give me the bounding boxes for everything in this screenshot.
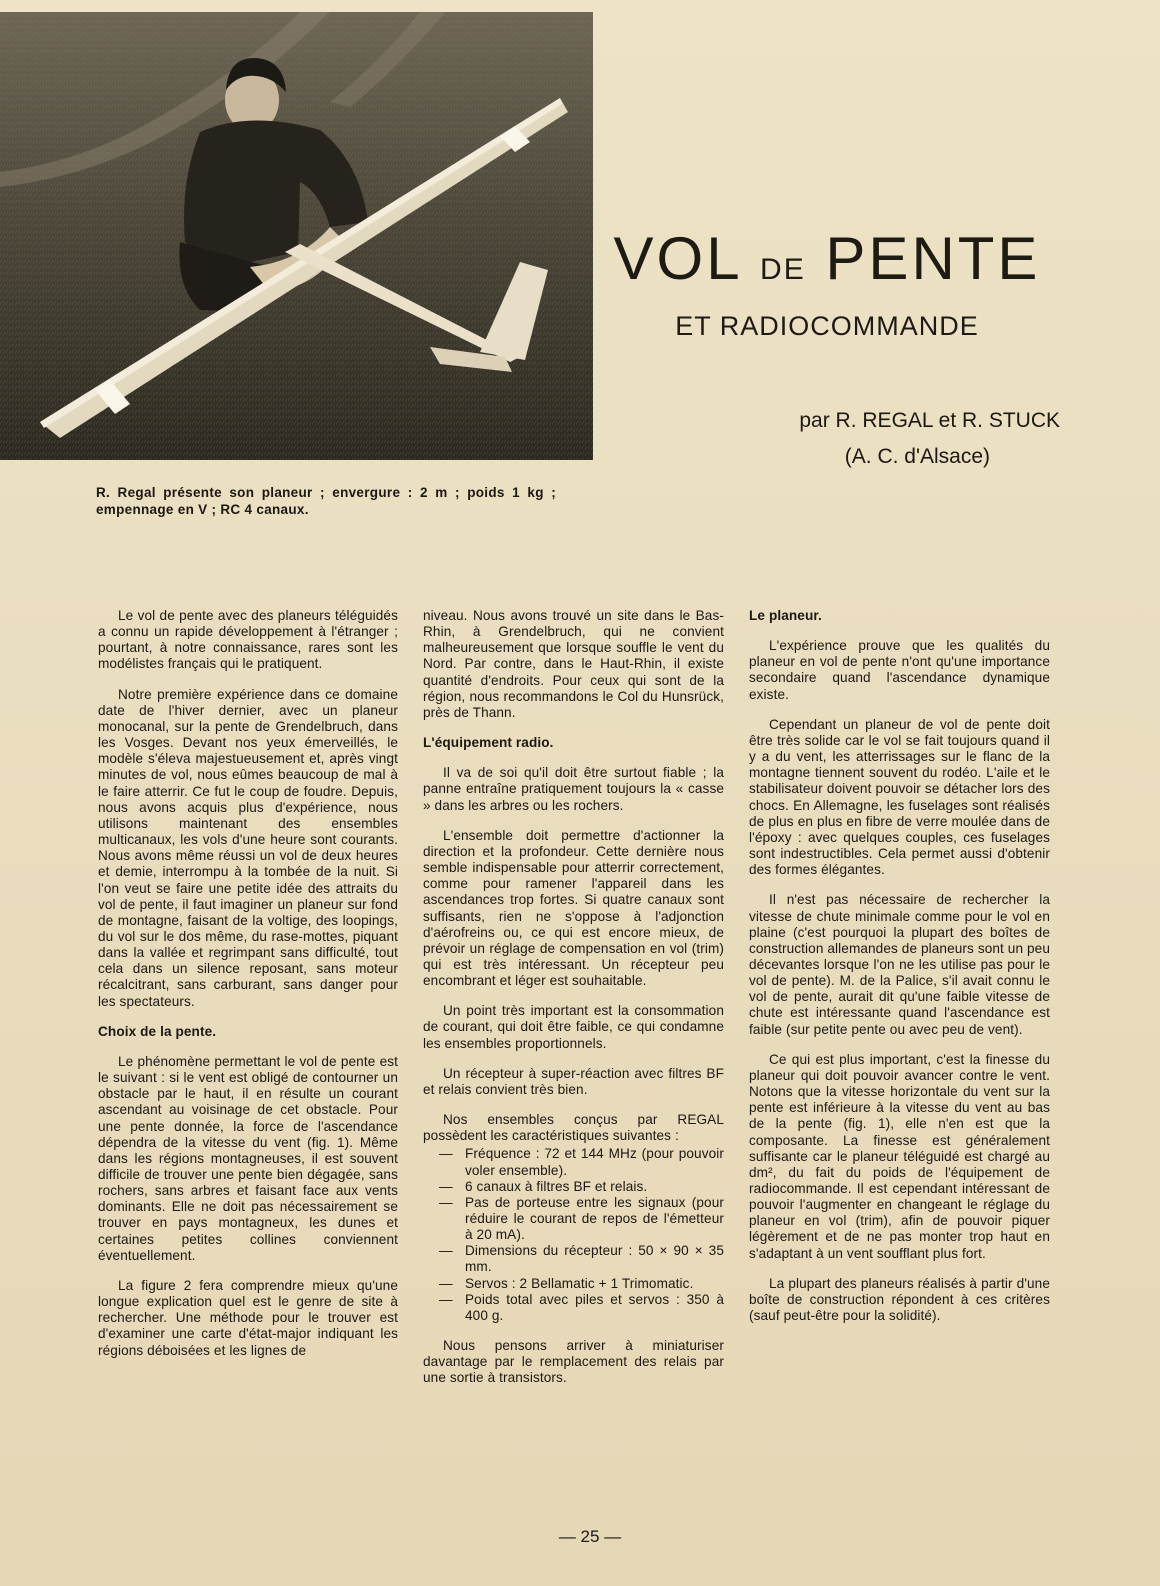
title-word-de: DE [760, 253, 806, 286]
section-heading: L'équipement radio. [423, 735, 554, 751]
list-item: — Pas de porteuse entre les signaux (pour réduire le courant de repos de l'émetteur à 20 mA). [423, 1195, 724, 1243]
spec-list [423, 1146, 724, 1324]
paragraph: Notre première expérience dans ce domaine date de l'hiver dernier, avec un planeur monocanal, sur la pente de Grendelbruch, dans les Vosges. Devant nos yeux émerveillés, le modèle s'éleva majestueusement et, après vingt minutes de vol, nous eûmes beaucoup de mal à le faire atterrir. Ce fut le coup de foudre. Depuis, nous avons acquis plus d'expérience, nous utilisons maintenant des ensembles multicanaux, les vols d'une heure sont courants. Nous avons même réussi un vol de deux heures et demie, interrompu à la tombée de la nuit. Si l'on veut se faire une petite idée des attraits du vol de pente, il faut imaginer un planeur sur fond de montagne, faisant de la voltige, des loopings, du vol sur le dos même, du rase-mottes, piquant dans la vallée et regrimpant sans difficulté, tout cela dans un silence reposant, sans moteur récalcitrant, sans carburant, sans danger pour les spectateurs. [98, 686, 398, 1009]
byline-club: (A. C. d'Alsace) [844, 445, 990, 468]
section-heading: Le planeur. [749, 608, 822, 623]
list-item: — Poids total avec piles et servos : 350 à 400 g. [423, 1292, 724, 1324]
title-line-2: ET RADIOCOMMANDE [675, 311, 979, 341]
paragraph: Ce qui est plus important, c'est la finesse du planeur qui doit pouvoir avancer contre le vent. Notons que la vitesse horizontale du vent sur la pente est inférieure à la vitesse du vent au bas de la pente (fig. 1), elle n'en est que la composante. La finesse est généralement suffisante car le planeur téléguidé est chargé au dm², du fait du poids de l'équipement de radiocommande. Il est cependant intéressant de pouvoir l'augmenter en changeant le réglage du planeur en vol (trim), afin de pouvoir piquer légèrement et de ne pas monter trop haut en s'adaptant à un vent soufflant plus fort. [749, 1051, 1050, 1261]
title-line-1 [596, 225, 1058, 301]
paragraph: Un récepteur à super-réaction avec filtres BF et relais convient très bien. [423, 1065, 724, 1097]
list-item: — Servos : 2 Bellamatic + 1 Trimomatic. [423, 1276, 724, 1292]
paragraph: Un point très important est la consommation de courant, qui doit être faible, ce qui condamne les ensembles proportionnels. [423, 1003, 724, 1051]
article-title [596, 225, 1058, 342]
title-word-pente: PENTE [825, 225, 1041, 292]
paragraph: L'ensemble doit permettre d'actionner la direction et la profondeur. Cette dernière nous semble indispensable pour atterrir correctement, comme pour ramener l'appareil dans les ascendances trop fortes. Si quatre canaux sont suffisants, rien ne s'oppose à l'adjonction d'aérofreins ou, ce qui est encore mieux, de prévoir un réglage de compensation en vol (trim) qui est très intéressant. Un récepteur peu encombrant et léger est souhaitable. [423, 827, 724, 989]
paragraph: La plupart des planeurs réalisés à partir d'une boîte de construction répondent à ces critères (sauf peut-être pour la solidité). [749, 1275, 1050, 1324]
section-heading: Choix de la pente. [98, 1023, 217, 1039]
paragraph: Il va de soi qu'il doit être surtout fiable ; la panne entraîne pratiquement toujours la « casse » dans les arbres ou les rochers. [423, 765, 724, 813]
text-column-2 [423, 608, 724, 1401]
list-item: — 6 canaux à filtres BF et relais. [423, 1179, 724, 1195]
paragraph: Nous pensons arriver à miniaturiser davantage par le remplacement des relais par une sortie à transistors. [423, 1338, 724, 1386]
text-column-3 [749, 608, 1050, 1338]
paragraph: L'expérience prouve que les qualités du planeur en vol de pente n'ont qu'une importance secondaire quand l'ascendance dynamique existe. [749, 638, 1050, 702]
paragraph: Il n'est pas nécessaire de rechercher la vitesse de chute minimale comme pour le vol en plaine (c'est pourquoi la plupart des boîtes de construction allemandes de planeurs sont un peu décevantes lorsque l'on ne les utilise pas pour le vol de pente). M. de la Palice, s'il avait connu le vol de pente, aurait dit qu'une faible vitesse de chute est intéressante quand l'ascendance est faible (sur petite pente ou avec peu de vent). [749, 892, 1050, 1037]
list-item: — Dimensions du récepteur : 50 × 90 × 35 mm. [423, 1243, 724, 1275]
title-word-vol: VOL [613, 225, 741, 292]
glider-photo [0, 12, 593, 460]
paragraph: La figure 2 fera comprendre mieux qu'une longue explication quel est le genre de site à rechercher. Une méthode pour le trouver est d'examiner une carte d'état-major indiquant les régions déboisées et les lignes de [98, 1277, 398, 1358]
byline [700, 403, 1060, 475]
byline-authors: par R. REGAL et R. STUCK [799, 409, 1060, 432]
photo-caption: R. Regal présente son planeur ; envergure : 2 m ; poids 1 kg ; empennage en V ; RC 4 canaux. [96, 485, 556, 517]
paragraph: Le vol de pente avec des planeurs téléguidés a connu un rapide développement à l'étranger ; pourtant, à notre connaissance, rares sont les modélistes français qui le pratiquent. [98, 608, 398, 672]
text-column-1 [98, 608, 398, 1373]
paragraph: niveau. Nous avons trouvé un site dans le Bas-Rhin, à Grendelbruch, qui ne convient malheureusement que lorsque souffle le vent du Nord. Par contre, dans le Haut-Rhin, il existe quantité d'endroits. Pour ceux qui sont de la région, nous recommandons le Col du Hunsrück, près de Thann. [423, 608, 724, 720]
list-item: — Fréquence : 72 et 144 MHz (pour pouvoir voler ensemble). [423, 1146, 724, 1178]
paragraph: Nos ensembles conçus par REGAL possèdent les caractéristiques suivantes : [423, 1112, 724, 1144]
page-number: — 25 — [558, 1527, 622, 1546]
paragraph: Le phénomène permettant le vol de pente est le suivant : si le vent est obligé de contourner un obstacle par le haut, il en résulte un courant ascendant au voisinage de cet obstacle. Pour une pente donnée, la force de l'ascendance dépendra de la vitesse du vent (fig. 1). Même dans les régions montagneuses, il est souvent difficile de trouver une pente bien dégagée, sans rochers, sans arbres et faisant face aux vents dominants. Elle ne doit pas nécessairement se trouver en pays montagneux, les dunes et certaines petites collines conviennent éventuellement. [98, 1053, 398, 1263]
paragraph: Cependant un planeur de vol de pente doit être très solide car le vol se fait toujours quand il y a du vent, les atterrissages sur le flanc de la montagne tiennent souvent du rodéo. L'aile et le stabilisateur doivent pouvoir se détacher lors des chocs. En Allemagne, les fuselages sont réalisés de plus en plus en fibre de verre moulée dans de l'époxy : avec quelques couples, ces fuselages sont indestructibles. Cela permet aussi d'obtenir des formes élégantes. [749, 716, 1050, 878]
photo-illustration [0, 12, 593, 460]
